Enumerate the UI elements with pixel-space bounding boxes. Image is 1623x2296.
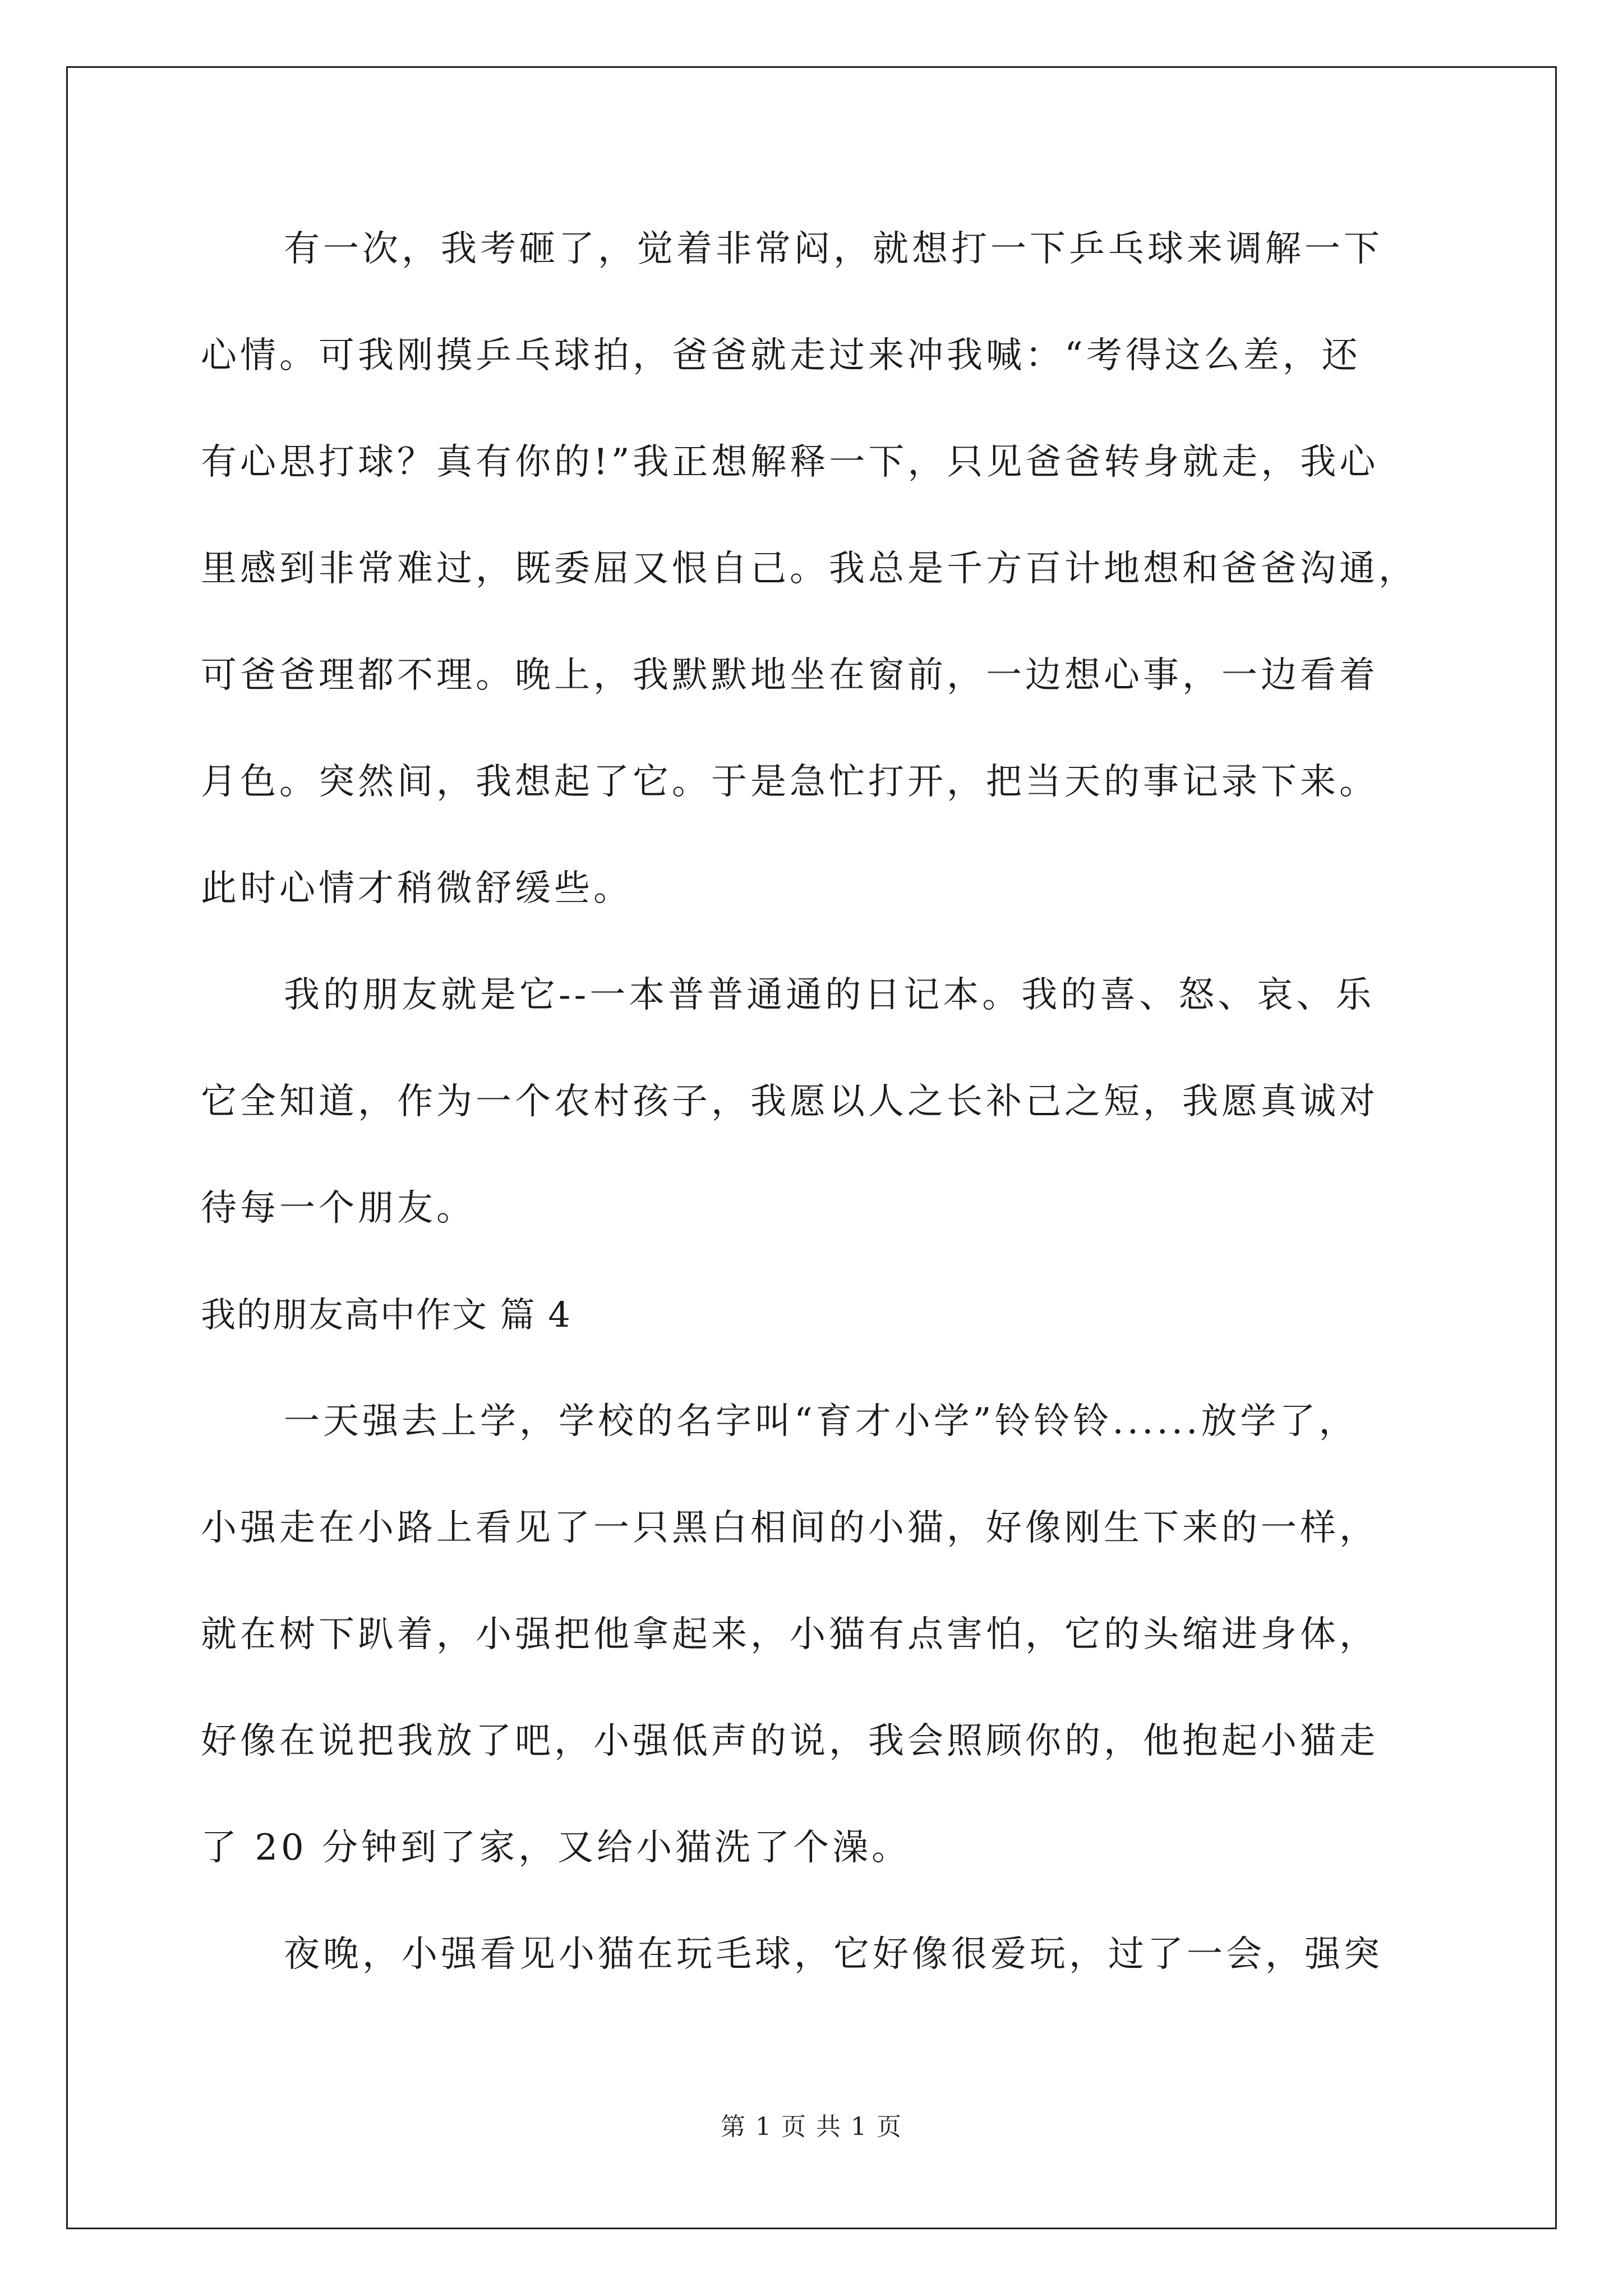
- section-heading: 我的朋友高中作文 篇 4: [201, 1294, 571, 1335]
- text-line: 心情。可我刚摸乒乓球拍，爸爸就走过来冲我喊：“考得这么差，还: [201, 335, 1361, 376]
- text-line: 有一次，我考砸了，觉着非常闷，就想打一下乒乓球来调解一下: [284, 228, 1383, 270]
- text-line: 夜晚，小强看见小猫在玩毛球，它好像很爱玩，过了一会，强突: [284, 1934, 1383, 1975]
- text-line: 就在树下趴着，小强把他拿起来，小猫有点害怕，它的头缩进身体，: [201, 1614, 1378, 1655]
- text-line: 里感到非常难过，既委屈又恨自己。我总是千方百计地想和爸爸沟通，: [201, 548, 1418, 590]
- document-body: [201, 223, 1429, 2035]
- text-line: 我的朋友就是它--一本普普通通的日记本。我的喜、怒、哀、乐: [284, 974, 1375, 1016]
- text-line: 了 20 分钟到了家，又给小猫洗了个澡。: [201, 1827, 911, 1869]
- text-line: 小强走在小路上看见了一只黑白相间的小猫，好像刚生下来的一样，: [201, 1507, 1378, 1549]
- text-line: 一天强去上学，学校的名字叫“育才小学”铃铃铃......放学了，: [284, 1401, 1358, 1442]
- text-line: 它全知道，作为一个农村孩子，我愿以人之长补己之短，我愿真诚对: [201, 1081, 1378, 1122]
- page-number: 第 1 页 共 1 页: [721, 2113, 902, 2141]
- text-line: 有心思打球？真有你的!”我正想解释一下，只见爸爸转身就走，我心: [201, 441, 1379, 483]
- text-line: 月色。突然间，我想起了它。于是急忙打开，把当天的事记录下来。: [201, 761, 1378, 803]
- text-line: 待每一个朋友。: [201, 1188, 476, 1229]
- text-line: 好像在说把我放了吧，小强低声的说，我会照顾你的，他抱起小猫走: [201, 1720, 1378, 1762]
- text-line: 此时心情才稍微舒缓些。: [201, 868, 633, 909]
- text-line: 可爸爸理都不理。晚上，我默默地坐在窗前，一边想心事，一边看着: [201, 655, 1378, 696]
